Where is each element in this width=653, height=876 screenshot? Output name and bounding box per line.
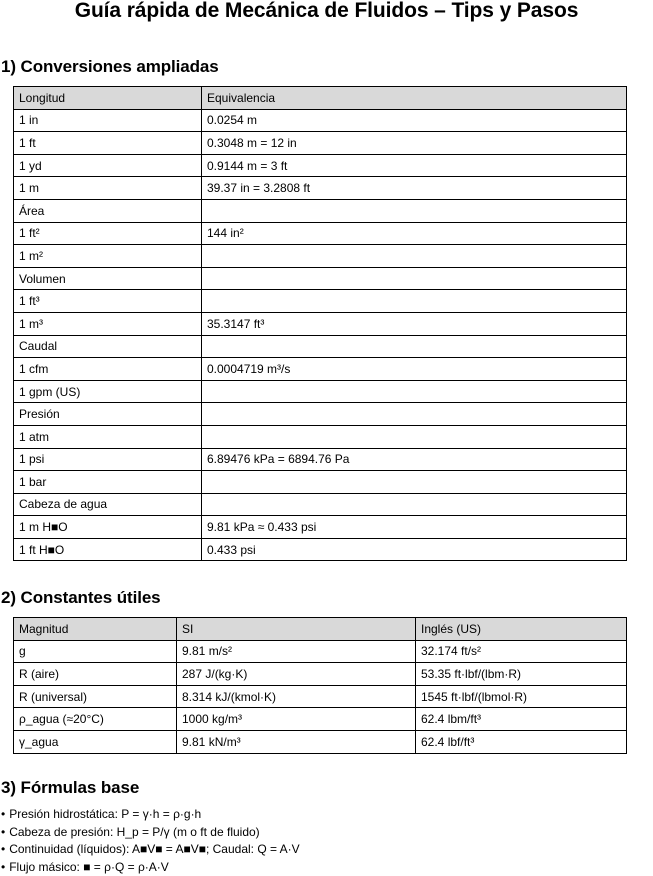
table-row [14, 448, 627, 471]
constants-header-row [14, 618, 627, 641]
table-row [14, 199, 627, 222]
table-row [14, 663, 627, 686]
table-row [14, 380, 627, 403]
table-row [14, 516, 627, 539]
unit-cell: 1 bar [14, 471, 202, 494]
table-row [14, 177, 627, 200]
us-value-cell: 1545 ft·lbf/(lbmol·R) [416, 685, 627, 708]
formulas-list [1, 806, 300, 876]
unit-cell: 1 atm [14, 425, 202, 448]
us-value-cell: 32.174 ft/s² [416, 640, 627, 663]
unit-cell: 1 in [14, 109, 202, 132]
section-heading-formulas: 3) Fórmulas base [1, 778, 140, 797]
table-row [14, 132, 627, 155]
unit-cell: 1 ft H■O [14, 538, 202, 561]
equivalence-cell: 0.0004719 m³/s [202, 358, 627, 381]
table-row [14, 685, 627, 708]
bullet-icon: • [1, 824, 6, 839]
table-row [14, 222, 627, 245]
bullet-icon: • [1, 807, 6, 821]
table-row [14, 471, 627, 494]
unit-cell: Área [14, 199, 202, 222]
equivalence-cell: 144 in² [202, 222, 627, 245]
equivalence-cell: 0.0254 m [202, 109, 627, 132]
magnitude-cell: g [14, 640, 177, 663]
unit-cell: 1 m³ [14, 312, 202, 335]
si-value-cell: 9.81 m/s² [177, 640, 416, 663]
formula-text: Continuidad (líquidos): A■V■ = A■V■; Caudal: Q = A·V [9, 842, 300, 857]
list-item [1, 824, 300, 842]
us-value-cell: 62.4 lbm/ft³ [416, 708, 627, 731]
formula-text: Flujo másico: ■ = ρ·Q = ρ·A·V [9, 859, 169, 874]
us-value-cell: 53.35 ft·lbf/(lbm·R) [416, 663, 627, 686]
constants-header-cell: Magnitud [14, 618, 177, 641]
equivalence-cell [202, 471, 627, 494]
unit-cell: 1 ft³ [14, 290, 202, 313]
unit-cell: 1 cfm [14, 358, 202, 381]
table-row [14, 640, 627, 663]
equivalence-cell [202, 380, 627, 403]
list-item [1, 841, 300, 859]
equivalence-cell: 0.9144 m = 3 ft [202, 154, 627, 177]
magnitude-cell: ρ_agua (≈20°C) [14, 708, 177, 731]
magnitude-cell: γ_agua [14, 730, 177, 753]
constants-header-cell: Inglés (US) [416, 618, 627, 641]
si-value-cell: 8.314 kJ/(kmol·K) [177, 685, 416, 708]
equivalence-cell: 9.81 kPa ≈ 0.433 psi [202, 516, 627, 539]
us-value-cell: 62.4 lbf/ft³ [416, 730, 627, 753]
table-row [14, 290, 627, 313]
table-row [14, 267, 627, 290]
unit-cell: 1 ft [14, 132, 202, 155]
equivalence-cell [202, 245, 627, 268]
unit-cell: 1 m² [14, 245, 202, 268]
equivalence-cell: 0.433 psi [202, 538, 627, 561]
equivalence-cell [202, 425, 627, 448]
magnitude-cell: R (universal) [14, 685, 177, 708]
equivalence-cell: 35.3147 ft³ [202, 312, 627, 335]
equivalence-cell [202, 493, 627, 516]
conversions-table [13, 86, 627, 561]
equivalence-cell [202, 403, 627, 426]
table-row [14, 312, 627, 335]
formula-text: Presión hidrostática: P = γ·h = ρ·g·h [9, 807, 202, 821]
table-row [14, 403, 627, 426]
unit-cell: 1 gpm (US) [14, 380, 202, 403]
table-row [14, 538, 627, 561]
si-value-cell: 287 J/(kg·K) [177, 663, 416, 686]
conversions-header-cell: Longitud [14, 87, 202, 110]
list-item [1, 806, 300, 824]
table-row [14, 154, 627, 177]
equivalence-cell [202, 290, 627, 313]
conversions-header-row [14, 87, 627, 110]
unit-cell: 1 yd [14, 154, 202, 177]
conversions-header-cell: Equivalencia [202, 87, 627, 110]
section-heading-constants: 2) Constantes útiles [1, 588, 161, 607]
table-row [14, 493, 627, 516]
magnitude-cell: R (aire) [14, 663, 177, 686]
unit-cell: Cabeza de agua [14, 493, 202, 516]
unit-cell: 1 psi [14, 448, 202, 471]
table-row [14, 335, 627, 358]
constants-header-cell: SI [177, 618, 416, 641]
equivalence-cell [202, 267, 627, 290]
formula-text: Cabeza de presión: H_p = P/γ (m o ft de fluido) [9, 824, 260, 839]
unit-cell: 1 ft² [14, 222, 202, 245]
list-item [1, 859, 300, 876]
table-row [14, 425, 627, 448]
equivalence-cell: 6.89476 kPa = 6894.76 Pa [202, 448, 627, 471]
unit-cell: Caudal [14, 335, 202, 358]
section-heading-conversions: 1) Conversiones ampliadas [1, 57, 219, 76]
table-row [14, 358, 627, 381]
unit-cell: Volumen [14, 267, 202, 290]
page-title: Guía rápida de Mecánica de Fluidos – Tips y Pasos [74, 0, 579, 22]
equivalence-cell [202, 335, 627, 358]
bullet-icon: • [1, 842, 6, 857]
unit-cell: 1 m [14, 177, 202, 200]
equivalence-cell [202, 199, 627, 222]
table-row [14, 708, 627, 731]
si-value-cell: 1000 kg/m³ [177, 708, 416, 731]
constants-table [13, 617, 627, 754]
bullet-icon: • [1, 859, 6, 874]
table-row [14, 245, 627, 268]
si-value-cell: 9.81 kN/m³ [177, 730, 416, 753]
table-row [14, 109, 627, 132]
equivalence-cell: 39.37 in = 3.2808 ft [202, 177, 627, 200]
unit-cell: 1 m H■O [14, 516, 202, 539]
table-row [14, 730, 627, 753]
unit-cell: Presión [14, 403, 202, 426]
equivalence-cell: 0.3048 m = 12 in [202, 132, 627, 155]
